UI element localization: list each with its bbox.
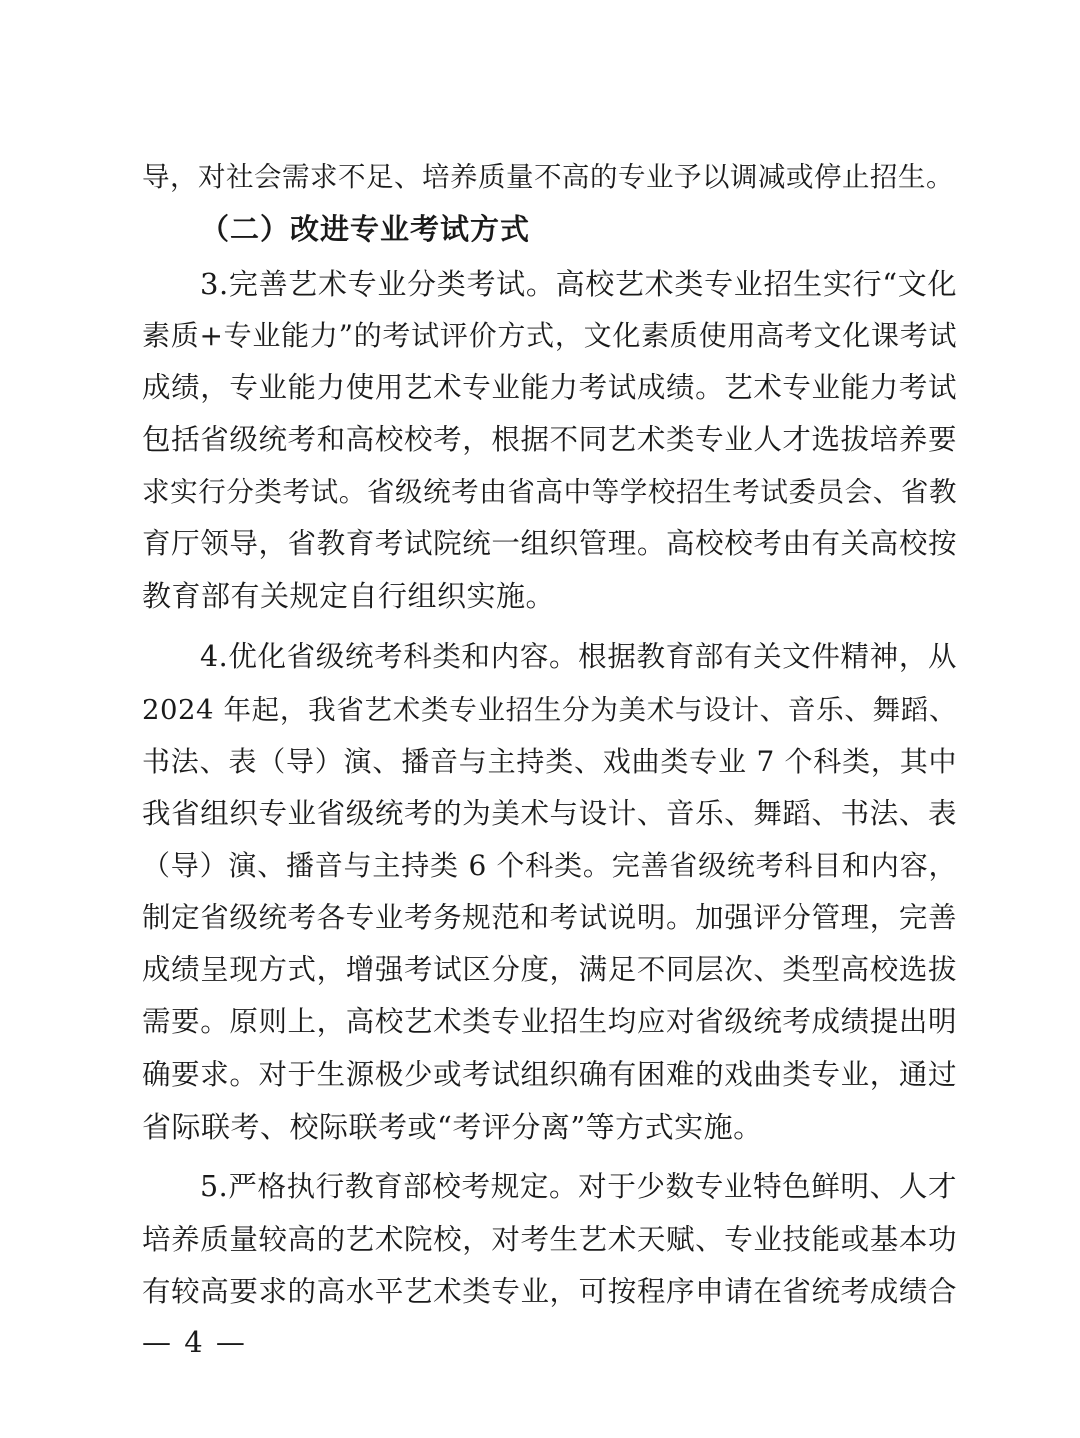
text-line: 确要求。对于生源极少或考试组织确有困难的戏曲类专业，通过 bbox=[142, 1058, 957, 1091]
text-line: 成绩，专业能力使用艺术专业能力考试成绩。艺术专业能力考试 bbox=[142, 371, 957, 404]
text-line: 育厅领导，省教育考试院统一组织管理。高校校考由有关高校按 bbox=[142, 527, 957, 560]
text-line: 教育部有关规定自行组织实施。 bbox=[142, 579, 556, 613]
text-line: 4.优化省级统考科类和内容。根据教育部有关文件精神，从 bbox=[200, 640, 957, 673]
text-line: 我省组织专业省级统考的为美术与设计、音乐、舞蹈、书法、表 bbox=[142, 797, 957, 830]
text-line: 省际联考、校际联考或“考评分离”等方式实施。 bbox=[142, 1110, 763, 1144]
text-line: 制定省级统考各专业考务规范和考试说明。加强评分管理，完善 bbox=[142, 901, 957, 934]
text-line: 素质+专业能力”的考试评价方式，文化素质使用高考文化课考试 bbox=[142, 319, 957, 352]
text-line: 2024 年起，我省艺术类专业招生分为美术与设计、音乐、舞蹈、 bbox=[142, 694, 957, 726]
text-line: 包括省级统考和高校校考，根据不同艺术类专业人才选拔培养要 bbox=[142, 423, 957, 456]
text-line: 培养质量较高的艺术院校，对考生艺术天赋、专业技能或基本功 bbox=[142, 1223, 957, 1256]
text-line: 导，对社会需求不足、培养质量不高的专业予以调减或停止招生。 bbox=[142, 161, 954, 193]
text-line: 成绩呈现方式，增强考试区分度，满足不同层次、类型高校选拔 bbox=[142, 953, 957, 986]
page-number: — 4 — bbox=[142, 1325, 247, 1359]
section-heading: （二）改进专业考试方式 bbox=[200, 212, 531, 246]
text-line: 5.严格执行教育部校考规定。对于少数专业特色鲜明、人才 bbox=[200, 1170, 957, 1203]
text-line: 书法、表（导）演、播音与主持类、戏曲类专业 7 个科类，其中 bbox=[142, 745, 957, 778]
text-line: 求实行分类考试。省级统考由省高中等学校招生考试委员会、省教 bbox=[142, 476, 957, 508]
text-line: 需要。原则上，高校艺术类专业招生均应对省级统考成绩提出明 bbox=[142, 1005, 957, 1038]
text-line: 3.完善艺术专业分类考试。高校艺术类专业招生实行“文化 bbox=[200, 267, 957, 301]
text-line: （导）演、播音与主持类 6 个科类。完善省级统考科目和内容， bbox=[142, 849, 957, 882]
text-line: 有较高要求的高水平艺术类专业，可按程序申请在省统考成绩合 bbox=[142, 1275, 957, 1308]
